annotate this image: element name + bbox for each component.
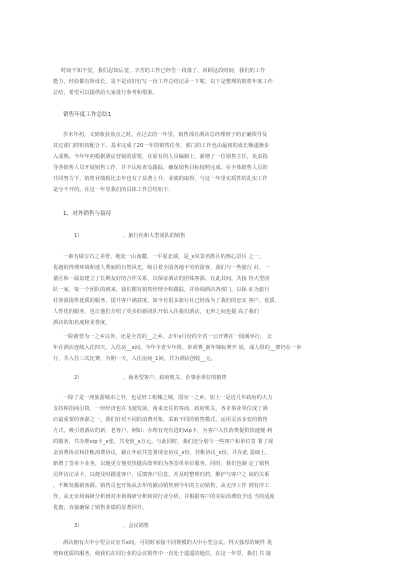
business-line: 的服务，共办理vip卡_x张，共充值_x万元。与此同时，我们还分别与一些客户和单位签 署了现 [53,439,274,445]
intro-paragraph [53,66,359,99]
section-3-number: 3） [74,523,83,529]
summary-line: 是分不开的。在这一年里我们的具体工作总结如下： [53,187,174,193]
section-1-number: 1） [74,233,83,239]
document-title: 销售年度工作总结1 [63,112,112,118]
conference-line: 酒店拥有大中小型会议室共x间，可同时承接不同规模的大中小型会议。得天独厚的硬件 优 [63,540,273,546]
conference-line: 势和优质的服务，使我们在同行业的会议销售中一直处于遥遥的地位。在这一年里，我们 共 接 [53,551,272,557]
summary-line: 其它部门的密切配合下，基本完成了20一年的销售任务。部门的工作也由最初的成长顺遂渐步 [53,143,270,149]
travel-line: 队一家，每一个团队的到来，我们都有销售经理全程跟踪，并协调酒店各部门，以保 证为旅行 [53,287,270,293]
paragraph-conference-sales [53,538,359,560]
section-1-title: 1、对外销售与接待 [63,211,112,217]
sports-line: 一除被誉为一之乡以外，还是全省的__之乡。去年x月份的全省一公开赛在一圆满举行， 去 [63,334,273,340]
intro-line: 能力，经验都有所成长，是不是该好好写一份工作总结记录一下呢。以下是整理的销售年度工作 [53,79,273,85]
business-line: 员拜访记录卡，以便及时跟进客户，反馈客户信息，并及时整理归档，维护与客户之 间的关系 [53,472,270,478]
intro-line: 总结，希望可以提供给大家进行参考和借鉴。 [53,90,158,96]
sports-line: 年在酒店连续入住四天，入住房__x间。今年全省少年组、单项赛_新年锦标赛开 展，成人组的__赛仍在一举 [53,345,302,351]
business-line: 金消费协议和挂帐消费协议，截止年底共签署现金协议_x份，挂帐协议_x份，并在此 基础上， [53,450,271,456]
travel-line: 社客源提供优质的服务，提升客户满意度。如今有很多旅行社已经成为了我们的忠实 客户，优质、 [53,298,280,304]
section-2-subheading: 、商务型客户、政府机关、企事业单位的销售 [123,375,227,381]
summary-line: 岁末年初，又到收获盘点之时。在过去的一年里，销售部在酒店总经理班子的正确领导及 [63,132,268,138]
business-line: 店最重要的客源之一。我们针对不同的消费对象，采取不同的销售模式，运用灵活多变的销售 [53,417,268,423]
summary-line: 入成熟。今年年初根据酒店营销的需要，在原有的人员编制上，新增了一位销售主任，负责指 [53,154,268,160]
travel-line: 酒店的知名度和美誉度。 [53,320,111,326]
intro-line: 时间不知不觉，我们忍知后觉，辛苦的工作已经告一段落了，回顾这段时间，我们的工作 [61,68,266,74]
business-line: 一除了是一座旅游城市之外，也是轻工机械之城，国室一之乡。加上一是近几年政府的大力 [63,395,273,401]
business-line: 作，从无市场调研分析到对市场调研分析和同行业分析，并根据客户的实际消费给予适 当的适度 [53,494,275,500]
summary-line: 导各销售人员开展销售工作，并不认检查及跟踪，确保销售目标按照完成。在全体销售人员的 [53,165,268,171]
section-1-subheading: 、旅行社和大型团队的销售 [123,233,186,239]
paragraph-business-clients [53,393,359,514]
business-line: ，不断发掘新客源。销售员也开始从去年的被动销售到今年的主动销售，从无序工作 到有序工 [53,483,270,489]
paragraph-travel-agency [53,252,359,329]
travel-line: 一素有绿宝石之美誉，地处一山南麓，一平原北端，是_x风景名胜区的核心景区 之一， [63,254,265,260]
business-line: 支持和招商引资，一经经济也在飞速发展，南来北往的客商，政府机关、各企事业单位成了酒 [53,406,268,412]
travel-line: 量区和一温泉建立了长期友好的合作关系，以保证酒店的团体客源。在此其间，共接 待大型团 [53,276,270,282]
business-line: 方式，吸引着酒店的新、老客户。例如：办理有充有进的vip卡，为客户入住消费提供快速便 利 [53,428,273,434]
travel-line: 优越的得理环境和迷人秀丽的自然风光，吸引着全国各地不劳的游客，我们与一些旅行 社，一 [53,265,270,271]
paragraph-summary [53,130,359,196]
business-line: 新增了签单卡业务，以便更方便更快捷高效率的为各签单单位服务。同时，我们也制 定了销售 [53,461,270,467]
business-line: 优惠，直接确保了销售业绩的显著回升。 [53,505,148,511]
sports-line: 行，共入住三次比赛，为期一天，入住房间_1间，共为酒店创收__元。 [53,356,217,362]
section-3-subheading: 、会议销售 [123,523,149,529]
section-2-number: 2） [74,375,83,381]
paragraph-sports-events [53,332,359,365]
summary-line: 共同努力下，销售业绩相比去年也有了显著上升。业绩的取得，与这一年里实质性的扎实工作 [53,176,268,182]
travel-line: 人性化的服务，也让他们介绍了更多的新团队开始入住我们酒店，无形之间也提 高了我们 [53,309,259,315]
